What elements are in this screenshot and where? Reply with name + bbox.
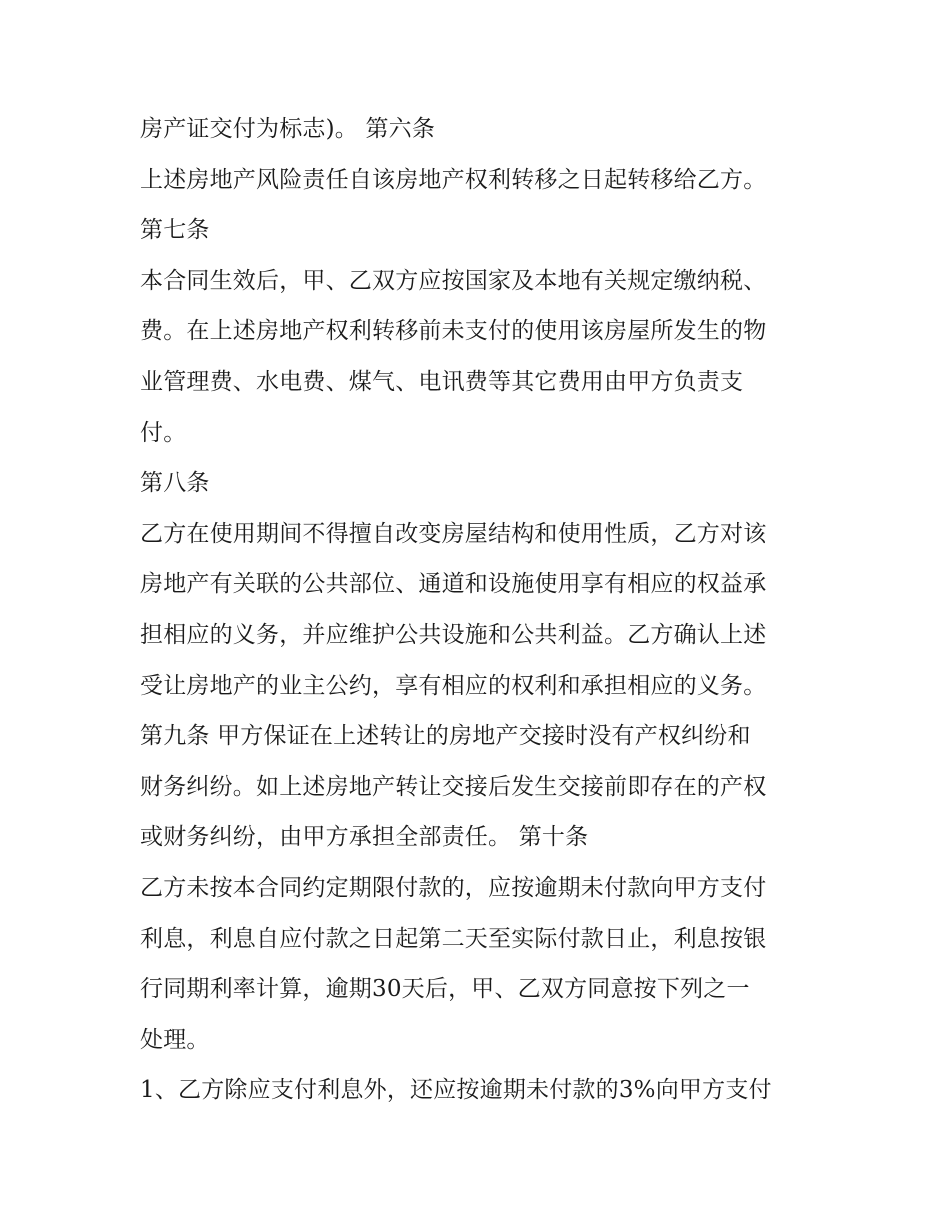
document-body xyxy=(140,104,830,1116)
text-line: 1、乙方除应支付利息外，还应按逾期未付款的3%向甲方支付 xyxy=(140,1077,772,1104)
text-line: 第八条 xyxy=(140,470,210,497)
text-line: 处理。 xyxy=(140,1026,210,1053)
text-line: 房地产有关联的公共部位、通道和设施使用享有相应的权益承 xyxy=(140,571,767,598)
text-line: 业管理费、水电费、煤气、电讯费等其它费用由甲方负责支 xyxy=(140,368,744,395)
text-line: 第九条 甲方保证在上述转让的房地产交接时没有产权纠纷和 xyxy=(140,723,751,750)
text-line: 担相应的义务，并应维护公共设施和公共利益。乙方确认上述 xyxy=(140,621,767,648)
text-line: 乙方在使用期间不得擅自改变房屋结构和使用性质，乙方对该 xyxy=(140,520,767,547)
text-line: 付。 xyxy=(140,419,187,446)
text-line: 乙方未按本合同约定期限付款的，应按逾期未付款向甲方支付 xyxy=(140,874,767,901)
text-line: 或财务纠纷，由甲方承担全部责任。 第十条 xyxy=(140,824,589,851)
text-line: 费。在上述房地产权利转移前未支付的使用该房屋所发生的物 xyxy=(140,318,767,345)
text-line: 受让房地产的业主公约，享有相应的权利和承担相应的义务。 xyxy=(140,672,767,699)
text-line: 上述房地产风险责任自该房地产权利转移之日起转移给乙方。 xyxy=(140,166,767,193)
text-line: 财务纠纷。如上述房地产转让交接后发生交接前即存在的产权 xyxy=(140,773,767,800)
text-line: 本合同生效后，甲、乙双方应按国家及本地有关规定缴纳税、 xyxy=(140,267,767,294)
text-line: 房产证交付为标志)。 第六条 xyxy=(140,116,436,142)
text-line: 利息，利息自应付款之日起第二天至实际付款日止，利息按银 xyxy=(140,925,767,952)
text-line: 行同期利率计算，逾期30天后，甲、乙双方同意按下列之一 xyxy=(140,976,750,1003)
text-line: 第七条 xyxy=(140,217,210,244)
